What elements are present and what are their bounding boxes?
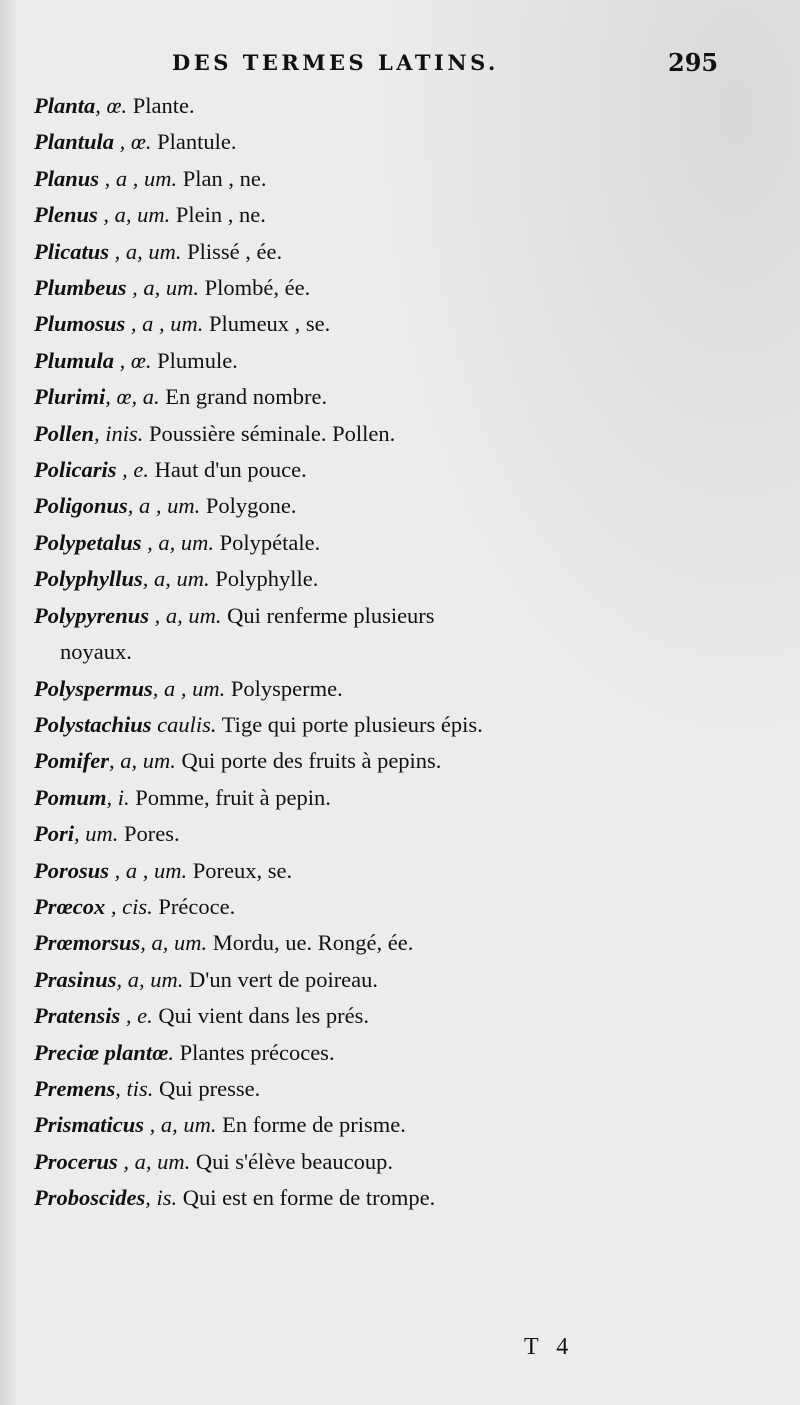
french-definition: D'un vert de poireau. bbox=[183, 966, 379, 992]
term-ending: , a, um. bbox=[144, 1112, 217, 1138]
term-ending: , a, um. bbox=[108, 748, 176, 774]
header-title: DES TERMES LATINS. bbox=[172, 50, 499, 75]
glossary-entry bbox=[34, 1180, 734, 1216]
latin-term: Polypetalus bbox=[34, 529, 142, 555]
glossary-entry bbox=[34, 379, 734, 415]
french-definition: Tige qui porte plusieurs épis. bbox=[216, 711, 483, 737]
french-definition: Polyphylle. bbox=[209, 566, 319, 592]
term-ending: , a , um. bbox=[127, 493, 201, 519]
latin-term: Plumbeus bbox=[34, 275, 127, 301]
latin-term: Polypyrenus bbox=[34, 602, 149, 628]
latin-term: Plantula bbox=[34, 129, 115, 155]
latin-term: Proboscides bbox=[34, 1185, 146, 1211]
glossary-entry bbox=[34, 561, 734, 597]
term-ending: , a, um. bbox=[141, 529, 214, 555]
latin-term: Pomifer bbox=[34, 748, 109, 774]
term-ending: , a, um. bbox=[109, 238, 182, 264]
latin-term: Prasinus bbox=[34, 966, 117, 992]
term-ending: , a , um. bbox=[99, 165, 178, 191]
glossary-entry bbox=[34, 197, 734, 233]
french-definition: Plantule. bbox=[151, 129, 237, 155]
term-ending: , a, um. bbox=[140, 930, 208, 956]
term-ending: , a, um. bbox=[117, 1148, 191, 1174]
latin-term: Planus bbox=[34, 165, 100, 191]
term-ending: , i. bbox=[106, 784, 130, 810]
latin-term: Porosus bbox=[34, 857, 110, 883]
latin-term: Plenus bbox=[34, 202, 98, 228]
latin-term: Plumosus bbox=[34, 311, 126, 337]
glossary-entry bbox=[34, 270, 734, 306]
term-ending: , a, um. bbox=[149, 602, 222, 628]
french-definition: Poreux, se. bbox=[187, 857, 293, 883]
glossary-entry bbox=[34, 234, 734, 270]
glossary-entry bbox=[34, 416, 734, 452]
page-number: 295 bbox=[668, 48, 719, 77]
term-ending: , œ. bbox=[95, 93, 128, 118]
french-definition: Pomme, fruit à pepin. bbox=[129, 784, 331, 810]
term-ending: , inis. bbox=[94, 420, 144, 446]
latin-term: Plumula bbox=[34, 347, 115, 373]
term-ending: , a, um. bbox=[142, 566, 210, 592]
latin-term: Pori bbox=[34, 821, 75, 847]
latin-term: Prœcox bbox=[34, 893, 106, 919]
glossary-entry bbox=[34, 889, 734, 925]
latin-term: Polystachius bbox=[34, 711, 152, 737]
french-definition: Plante. bbox=[127, 93, 195, 118]
glossary-entry bbox=[34, 925, 734, 961]
french-definition: Plumeux , se. bbox=[203, 311, 331, 337]
glossary-entry bbox=[34, 88, 734, 124]
running-header bbox=[0, 50, 800, 86]
french-definition: Plumule. bbox=[151, 347, 238, 373]
glossary-entry bbox=[34, 671, 734, 707]
glossary-entry bbox=[34, 962, 734, 998]
latin-term: Pollen bbox=[34, 420, 94, 446]
latin-term: Prœmorsus bbox=[34, 930, 141, 956]
glossary-entry bbox=[34, 124, 734, 160]
french-definition: Mordu, ue. Rongé, ée. bbox=[207, 930, 414, 956]
latin-term: Polyphyllus bbox=[34, 566, 143, 592]
latin-term: Preciœ plantœ bbox=[34, 1039, 169, 1065]
definition-continuation: noyaux. bbox=[60, 639, 132, 665]
term-ending: , a , um. bbox=[109, 857, 188, 883]
glossary-entry bbox=[34, 1071, 734, 1107]
latin-term: Poligonus bbox=[34, 493, 128, 519]
latin-term: Planta bbox=[34, 93, 96, 118]
glossary-entry bbox=[34, 161, 734, 197]
french-definition: En forme de prisme. bbox=[216, 1112, 406, 1138]
term-ending: , a , um. bbox=[125, 311, 204, 337]
term-ending: . bbox=[168, 1039, 174, 1065]
french-definition: Plissé , ée. bbox=[181, 238, 283, 264]
term-ending: , œ, a. bbox=[105, 384, 160, 410]
french-definition: Qui est en forme de trompe. bbox=[177, 1185, 436, 1211]
glossary-entry bbox=[34, 306, 734, 342]
latin-term: Policaris bbox=[34, 457, 117, 483]
french-definition: Pores. bbox=[118, 821, 180, 847]
french-definition: Qui renferme plusieurs bbox=[221, 602, 435, 628]
glossary-entry bbox=[34, 488, 734, 524]
glossary-entry bbox=[34, 707, 734, 743]
latin-term: Polyspermus bbox=[34, 675, 153, 701]
glossary-entry bbox=[34, 1035, 734, 1071]
term-ending: , um. bbox=[74, 821, 119, 847]
term-ending: , is. bbox=[145, 1185, 178, 1211]
french-definition: Plein , ne. bbox=[170, 202, 266, 228]
latin-term: Pomum bbox=[34, 784, 107, 810]
french-definition: Poussière séminale. Pollen. bbox=[143, 420, 396, 446]
glossary-entry bbox=[34, 853, 734, 889]
term-ending: , e. bbox=[116, 457, 149, 483]
french-definition: Précoce. bbox=[152, 893, 236, 919]
term-ending: , œ. bbox=[114, 129, 152, 155]
term-ending: , a, um. bbox=[126, 275, 200, 301]
french-definition: Qui porte des fruits à pepins. bbox=[175, 748, 442, 774]
french-definition: Qui s'élève beaucoup. bbox=[190, 1148, 393, 1174]
french-definition: Plantes précoces. bbox=[174, 1039, 335, 1065]
term-ending: , cis. bbox=[105, 893, 153, 919]
term-ending: , a, um. bbox=[97, 202, 171, 228]
signature-mark: T 4 bbox=[524, 1334, 575, 1360]
glossary-entry bbox=[34, 816, 734, 852]
glossary-entry bbox=[34, 598, 734, 671]
french-definition: Plombé, ée. bbox=[199, 275, 311, 301]
glossary-entry bbox=[34, 998, 734, 1034]
term-ending: , œ. bbox=[114, 347, 152, 373]
term-ending: , e. bbox=[120, 1003, 153, 1029]
glossary-entry bbox=[34, 343, 734, 379]
glossary-entry bbox=[34, 780, 734, 816]
glossary-entry bbox=[34, 452, 734, 488]
glossary-entry bbox=[34, 1144, 734, 1180]
french-definition: Qui presse. bbox=[153, 1075, 261, 1101]
term-ending: , a , um. bbox=[152, 675, 226, 701]
glossary-entry bbox=[34, 1107, 734, 1143]
glossary-entry bbox=[34, 743, 734, 779]
latin-term: Prismaticus bbox=[34, 1112, 145, 1138]
latin-term: Plicatus bbox=[34, 238, 110, 264]
latin-term: Plurimi bbox=[34, 384, 106, 410]
term-ending: , tis. bbox=[115, 1075, 154, 1101]
latin-term: Premens bbox=[34, 1075, 116, 1101]
glossary-entry bbox=[34, 525, 734, 561]
french-definition: Plan , ne. bbox=[177, 165, 267, 191]
french-definition: Polysperme. bbox=[225, 675, 343, 701]
french-definition: Qui vient dans les prés. bbox=[152, 1003, 369, 1029]
latin-term: Procerus bbox=[34, 1148, 118, 1174]
french-definition: Polypétale. bbox=[214, 529, 321, 555]
latin-term: Pratensis bbox=[34, 1003, 121, 1029]
term-ending: , a, um. bbox=[116, 966, 184, 992]
glossary-entries bbox=[34, 88, 734, 1217]
term-ending: caulis. bbox=[151, 711, 217, 737]
french-definition: Haut d'un pouce. bbox=[149, 457, 307, 483]
french-definition: En grand nombre. bbox=[159, 384, 328, 410]
french-definition: Polygone. bbox=[200, 493, 297, 519]
